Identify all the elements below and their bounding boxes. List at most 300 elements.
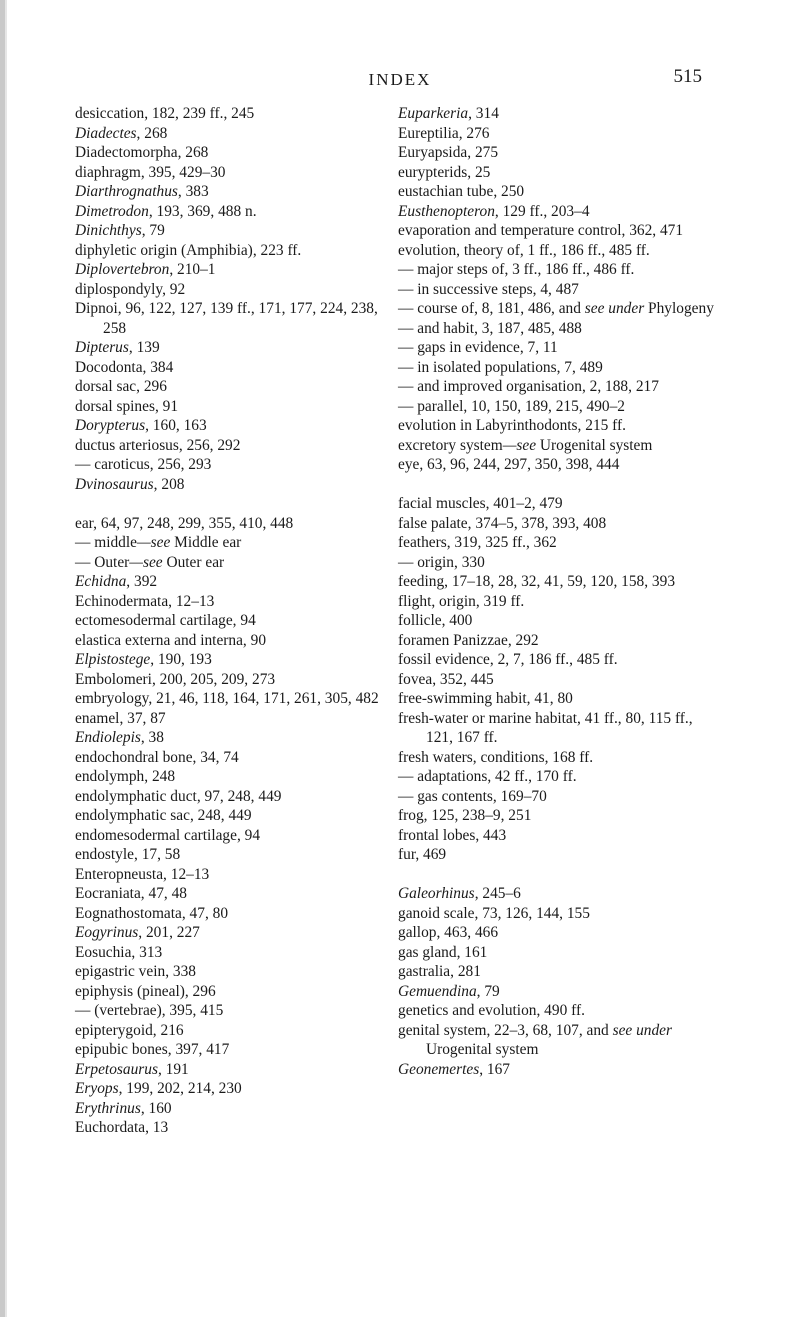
index-term: Eusthenopteron xyxy=(398,202,495,220)
page-references: , 3, 187, 485, 488 xyxy=(474,319,582,337)
index-term: — (vertebrae) xyxy=(75,1002,162,1019)
index-term: Endiolepis xyxy=(75,729,141,746)
index-term: free-swimming habit xyxy=(398,690,527,707)
index-term: Erythrinus xyxy=(75,1099,141,1117)
index-term: eurypterids xyxy=(398,163,468,181)
index-entry xyxy=(398,826,716,846)
index-term: Euryapsida xyxy=(398,144,468,161)
cross-reference-see: —see xyxy=(502,436,537,454)
index-entry xyxy=(398,397,716,417)
index-term: follicle xyxy=(398,612,442,629)
index-entry xyxy=(75,592,393,612)
index-entry xyxy=(75,767,393,787)
page-references: , 47, 48 xyxy=(140,885,187,902)
index-entry xyxy=(75,182,393,202)
index-term: genetics and evolution xyxy=(398,1002,537,1019)
index-term: fresh-water or marine habitat xyxy=(398,709,578,727)
index-entry xyxy=(75,709,393,729)
index-entry xyxy=(398,592,716,612)
index-term: enamel xyxy=(75,709,120,727)
index-term: Enteropneusta xyxy=(75,865,164,883)
page-references: , 275 xyxy=(467,144,499,161)
index-entry xyxy=(75,631,393,651)
page-references: , 191 xyxy=(157,1060,189,1078)
page-references: , 47, 80 xyxy=(181,904,229,922)
index-entry xyxy=(398,358,716,378)
index-entry xyxy=(398,143,716,163)
index-entry xyxy=(75,260,393,280)
page-references: , 12–13 xyxy=(168,592,215,610)
cross-reference-target: Middle ear xyxy=(170,534,242,551)
page-references: , 469 xyxy=(415,846,447,863)
page-references: , 268 xyxy=(177,144,209,161)
index-column-left xyxy=(75,104,393,1138)
index-term: — in successive steps xyxy=(398,280,533,298)
page-references: , 17–18, 28, 32, 41, 59, 120, 158, 393 xyxy=(444,573,676,590)
index-entry xyxy=(398,182,716,202)
index-entry xyxy=(398,845,716,865)
index-term: Eosuchia xyxy=(75,943,132,961)
index-term: genital system xyxy=(398,1021,487,1039)
index-entry xyxy=(75,923,393,943)
index-term: — Outer xyxy=(75,553,130,571)
page-spine-edge xyxy=(5,0,7,1317)
index-entry xyxy=(398,202,716,222)
index-term: gastralia xyxy=(398,963,451,980)
page-references: , 91 xyxy=(154,397,179,415)
index-term: endolymph xyxy=(75,768,145,785)
index-term: foramen Panizzae xyxy=(398,631,508,649)
index-term: Elpistostege xyxy=(75,651,151,668)
index-term: Geonemertes xyxy=(398,1060,480,1078)
index-term: Dinichthys xyxy=(75,222,142,239)
index-entry xyxy=(75,1021,393,1041)
index-term: — adaptations xyxy=(398,768,488,785)
page-references: , 395, 429–30 xyxy=(140,163,226,181)
page-references: , 392 xyxy=(126,573,158,590)
index-entry xyxy=(75,689,393,709)
index-entry xyxy=(398,221,716,241)
index-term: Dipterus xyxy=(75,339,129,356)
index-term: Dorypterus xyxy=(75,417,146,434)
index-term: — and improved organisation xyxy=(398,378,582,395)
page-references: , 2, 7, 186 ff., 485 ff. xyxy=(489,651,618,668)
page-references: , 199, 202, 214, 230 xyxy=(118,1080,242,1097)
index-entry xyxy=(398,689,716,709)
index-entry xyxy=(398,904,716,924)
page-references: , 161 xyxy=(456,943,488,961)
index-entry xyxy=(75,572,393,592)
index-entry xyxy=(398,709,716,748)
index-term: ear xyxy=(75,514,94,532)
index-term: Dipnoi xyxy=(75,300,118,317)
page-references: , 167 xyxy=(479,1060,510,1078)
index-entry xyxy=(75,221,393,241)
page-references: , 490 ff. xyxy=(536,1002,585,1019)
page-references: , 94 xyxy=(232,612,256,629)
page-references: , 210–1 xyxy=(169,261,216,278)
index-entry xyxy=(75,104,393,124)
page-references: , 395, 415 xyxy=(161,1002,224,1019)
page-references: , 256, 292 xyxy=(178,436,241,454)
index-entry xyxy=(75,358,393,378)
page-references: , 330 xyxy=(454,553,485,571)
page-references: , 463, 466 xyxy=(436,924,499,941)
page-references: , 139 xyxy=(128,339,160,356)
index-entry xyxy=(75,1099,393,1119)
cross-reference-see: see under xyxy=(584,300,645,317)
index-term: Echidna xyxy=(75,573,127,590)
index-term: fovea xyxy=(398,670,433,688)
index-entry xyxy=(398,884,716,904)
page-references: , 190, 193 xyxy=(150,651,212,668)
index-entry xyxy=(75,143,393,163)
index-entry xyxy=(75,845,393,865)
page-references: , 125, 238–9, 251 xyxy=(423,807,532,824)
index-entry xyxy=(75,611,393,631)
cross-reference-see: see under xyxy=(612,1021,672,1039)
index-term: Eogyrinus xyxy=(75,924,139,941)
index-entry xyxy=(75,982,393,1002)
index-entry xyxy=(398,943,716,963)
index-term: — and habit xyxy=(398,319,475,337)
index-term: Diplovertebron xyxy=(75,261,170,278)
index-term: diplospondyly xyxy=(75,280,163,298)
index-term: Echinodermata xyxy=(75,592,169,610)
page-references: , 200, 205, 209, 273 xyxy=(151,670,276,688)
index-term: eye xyxy=(398,456,420,473)
index-term: gallop xyxy=(398,924,437,941)
index-entry xyxy=(398,1021,716,1060)
index-entry xyxy=(75,533,393,553)
index-term: — gaps in evidence xyxy=(398,339,520,356)
page-references: , 37, 87 xyxy=(119,709,166,727)
index-term: ganoid scale xyxy=(398,904,475,922)
page-references: , 7, 489 xyxy=(556,358,603,376)
index-entry xyxy=(75,787,393,807)
index-term: Embolomeri xyxy=(75,670,152,688)
letter-group-gap xyxy=(75,494,393,514)
page-references: , 245–6 xyxy=(474,885,521,902)
page-references: , 374–5, 378, 393, 408 xyxy=(467,514,607,532)
index-entry xyxy=(398,650,716,670)
index-entry xyxy=(75,748,393,768)
running-head xyxy=(0,66,800,94)
page-references: , 73, 126, 144, 155 xyxy=(474,904,590,922)
index-term: Erpetosaurus xyxy=(75,1060,158,1078)
index-term: dorsal sac xyxy=(75,378,137,395)
page-references: , 38 xyxy=(140,729,164,746)
index-term: facial muscles xyxy=(398,495,486,512)
page-references: , 268 xyxy=(136,124,168,142)
index-term: — caroticus xyxy=(75,456,150,473)
page-references: , 276 xyxy=(458,124,490,142)
index-term: — in isolated populations xyxy=(398,358,557,376)
index-term: diphyletic origin (Amphibia) xyxy=(75,241,253,259)
index-entry xyxy=(75,1060,393,1080)
index-term: eustachian tube xyxy=(398,183,494,200)
index-entry xyxy=(75,670,393,690)
page-references: , 384 xyxy=(142,358,174,376)
page-references: , 21, 46, 118, 164, 171, 261, 305, 482 xyxy=(148,690,379,707)
index-entry xyxy=(398,748,716,768)
index-entry xyxy=(398,163,716,183)
index-term: endomesodermal cartilage xyxy=(75,826,237,844)
index-entry xyxy=(75,1040,393,1060)
index-entry xyxy=(398,962,716,982)
index-term: epipterygoid xyxy=(75,1021,153,1039)
index-entry xyxy=(75,904,393,924)
index-entry xyxy=(398,494,716,514)
cross-reference-see: —see xyxy=(136,534,171,551)
index-entry xyxy=(398,280,716,300)
index-entry xyxy=(398,1001,716,1021)
index-entry xyxy=(398,319,716,339)
page-references: , 400 xyxy=(441,612,473,629)
index-entry xyxy=(398,1060,716,1080)
index-entry xyxy=(75,338,393,358)
index-term: endolymphatic duct xyxy=(75,787,197,805)
index-term: evaporation and temperature control xyxy=(398,222,622,239)
page-references: , 208 xyxy=(153,475,185,493)
index-term: flight, origin xyxy=(398,592,476,610)
index-entry xyxy=(398,514,716,534)
index-term: Euchordata xyxy=(75,1119,146,1136)
index-entry xyxy=(398,377,716,397)
index-entry xyxy=(75,475,393,495)
page-references: , 94 xyxy=(236,826,261,844)
index-term: ductus arteriosus xyxy=(75,436,179,454)
page-references: , 292 xyxy=(507,631,539,649)
index-entry xyxy=(398,923,716,943)
index-entry xyxy=(398,767,716,787)
page-references: , 1 ff., 186 ff., 485 ff. xyxy=(519,241,650,259)
index-entry xyxy=(75,806,393,826)
index-entry xyxy=(398,631,716,651)
index-term: endolymphatic sac xyxy=(75,807,190,824)
page-references: , 215 ff. xyxy=(577,417,626,434)
cross-reference-target: Outer ear xyxy=(162,553,225,571)
page-references: , 401–2, 479 xyxy=(485,495,563,512)
page-references: , 314 xyxy=(468,105,499,122)
page-references: , 129 ff., 203–4 xyxy=(494,202,590,220)
index-column-right xyxy=(398,104,716,1079)
page-references: , 90 xyxy=(242,631,267,649)
index-term: fossil evidence xyxy=(398,651,490,668)
index-entry xyxy=(75,650,393,670)
index-term: epiphysis (pineal) xyxy=(75,982,185,1000)
index-term: epigastric vein xyxy=(75,963,166,980)
index-entry xyxy=(75,416,393,436)
index-entry xyxy=(75,1118,393,1138)
index-entry xyxy=(75,514,393,534)
index-term: diaphragm xyxy=(75,163,141,181)
cross-reference-target: Urogenital system xyxy=(426,1041,539,1058)
index-entry xyxy=(398,982,716,1002)
page-references: , 4, 487 xyxy=(532,280,579,298)
index-term: elastica externa and interna xyxy=(75,631,243,649)
page-references: , 42 ff., 170 ff. xyxy=(487,768,577,785)
index-term: dorsal spines xyxy=(75,397,155,415)
index-term: — origin xyxy=(398,553,455,571)
index-entry xyxy=(398,299,716,319)
index-term: excretory system xyxy=(398,436,503,454)
page-references: , 319, 325 ff., 362 xyxy=(446,534,557,551)
index-entry xyxy=(75,299,393,338)
index-term: — course of xyxy=(398,300,475,317)
page-references: , 3 ff., 186 ff., 486 ff. xyxy=(504,261,635,278)
index-term: endochondral bone xyxy=(75,748,193,766)
index-term: — gas contents xyxy=(398,787,493,805)
index-entry xyxy=(398,611,716,631)
index-entry xyxy=(398,572,716,592)
index-term: frog xyxy=(398,807,424,824)
index-term: embryology xyxy=(75,690,149,707)
index-entry xyxy=(75,728,393,748)
index-term: frontal lobes xyxy=(398,826,476,844)
page-references: , 248 xyxy=(144,768,176,785)
index-term: feathers xyxy=(398,534,447,551)
cross-reference-target: Phylogeny xyxy=(644,300,714,317)
letter-group-gap xyxy=(398,865,716,885)
page-references: , 338 xyxy=(165,963,196,980)
page-references: , 63, 96, 244, 297, 350, 398, 444 xyxy=(419,456,620,473)
page-references: , 7, 11 xyxy=(519,339,558,356)
index-term: — middle xyxy=(75,534,137,551)
page-references: , 79 xyxy=(141,222,165,239)
letter-group-gap xyxy=(398,475,716,495)
index-term: — parallel xyxy=(398,397,464,415)
page-references: , 13 xyxy=(145,1119,169,1136)
page-references: , 34, 74 xyxy=(192,748,239,766)
page-references: , 64, 97, 248, 299, 355, 410, 448 xyxy=(93,514,294,532)
index-entry xyxy=(75,280,393,300)
page-references: , 10, 150, 189, 215, 490–2 xyxy=(463,397,625,415)
index-term: Eognathostomata xyxy=(75,904,182,922)
index-entry xyxy=(75,241,393,261)
page-references: , 319 ff. xyxy=(475,592,525,610)
index-term: Eryops xyxy=(75,1080,119,1097)
page-references: , 41, 80 xyxy=(526,690,573,707)
index-entry xyxy=(398,670,716,690)
index-entry xyxy=(398,124,716,144)
page-references: , 160, 163 xyxy=(145,417,207,434)
page-references: , 250 xyxy=(493,183,525,200)
page-references: , 193, 369, 488 n. xyxy=(148,202,257,220)
page-references: , 281 xyxy=(450,963,481,980)
page-references: , 17, 58 xyxy=(134,846,181,863)
page-references: , 383 xyxy=(177,183,209,200)
index-term: epipubic bones xyxy=(75,1041,168,1058)
index-entry xyxy=(75,943,393,963)
page-references: , 296 xyxy=(136,378,167,395)
index-entry xyxy=(398,533,716,553)
page-references: , 92 xyxy=(162,280,186,298)
page-references: , 41 ff., 80, 115 ff., 121, 167 ff. xyxy=(426,709,693,746)
page-references: , 216 xyxy=(152,1021,184,1039)
index-entry xyxy=(398,553,716,573)
page-references: , 182, 239 ff., 245 xyxy=(144,105,255,122)
page-references: , 397, 417 xyxy=(167,1041,230,1058)
index-term: Dvinosaurus xyxy=(75,475,154,493)
index-term: Diadectomorpha xyxy=(75,144,178,161)
page-references: , 160 xyxy=(140,1099,172,1117)
index-term: ectomesodermal cartilage xyxy=(75,612,233,629)
page-references: , 443 xyxy=(475,826,507,844)
page-references: , 256, 293 xyxy=(149,456,212,473)
page-references: , 352, 445 xyxy=(432,670,494,688)
page-references: , 223 ff. xyxy=(252,241,302,259)
page-references: , 2, 188, 217 xyxy=(581,378,659,395)
index-entry xyxy=(398,416,716,436)
index-term: Euparkeria xyxy=(398,105,469,122)
index-entry xyxy=(75,436,393,456)
index-entry xyxy=(75,163,393,183)
cross-reference-see: —see xyxy=(129,553,163,571)
index-term: Galeorhinus xyxy=(398,885,475,902)
index-term: gas gland xyxy=(398,943,457,961)
index-entry xyxy=(75,455,393,475)
index-term: feeding xyxy=(398,573,445,590)
index-term: Diadectes xyxy=(75,124,137,142)
index-entry xyxy=(398,436,716,456)
index-term: Gemuendina xyxy=(398,982,477,1000)
index-entry xyxy=(398,241,716,261)
index-entry xyxy=(75,553,393,573)
index-term: desiccation xyxy=(75,105,145,122)
index-entry xyxy=(75,202,393,222)
page-references: , 25 xyxy=(467,163,491,181)
index-term: Diarthrognathus xyxy=(75,183,178,200)
page-number: 515 xyxy=(673,66,702,87)
page-references: , 168 ff. xyxy=(544,748,594,766)
index-term: Dimetrodon xyxy=(75,202,149,220)
index-term: endostyle xyxy=(75,846,134,863)
index-term: Docodonta xyxy=(75,358,143,376)
page-references: , 169–70 xyxy=(492,787,547,805)
page-references: , 313 xyxy=(131,943,163,961)
page-references: , 8, 181, 486, and xyxy=(474,300,585,317)
index-term: fresh waters, conditions xyxy=(398,748,545,766)
page-references: , 96, 122, 127, 139 ff., 171, 177, 224, 238, 258 xyxy=(103,300,378,337)
index-term: — major steps of xyxy=(398,261,505,278)
index-term: evolution, theory of xyxy=(398,241,520,259)
page-references: , 201, 227 xyxy=(138,924,200,941)
index-entry xyxy=(398,338,716,358)
index-entry xyxy=(75,884,393,904)
index-term: Eocraniata xyxy=(75,885,141,902)
page-references: , 248, 449 xyxy=(189,807,252,824)
index-entry xyxy=(75,397,393,417)
index-entry xyxy=(75,124,393,144)
index-entry xyxy=(75,826,393,846)
index-entry xyxy=(398,260,716,280)
running-title: INDEX xyxy=(368,70,432,89)
page-references: , 362, 471 xyxy=(621,222,684,239)
index-entry xyxy=(75,962,393,982)
index-entry xyxy=(75,865,393,885)
index-term: fur xyxy=(398,846,416,863)
index-entry xyxy=(398,455,716,475)
index-entry xyxy=(75,1079,393,1099)
page-references: , 97, 248, 449 xyxy=(196,787,282,805)
page-references: , 22–3, 68, 107, and xyxy=(486,1021,613,1039)
page-references: , 12–13 xyxy=(163,865,210,883)
cross-reference-target: Urogenital system xyxy=(536,436,653,454)
index-entry xyxy=(398,104,716,124)
index-entry xyxy=(75,377,393,397)
index-term: evolution in Labyrinthodonts xyxy=(398,417,578,434)
